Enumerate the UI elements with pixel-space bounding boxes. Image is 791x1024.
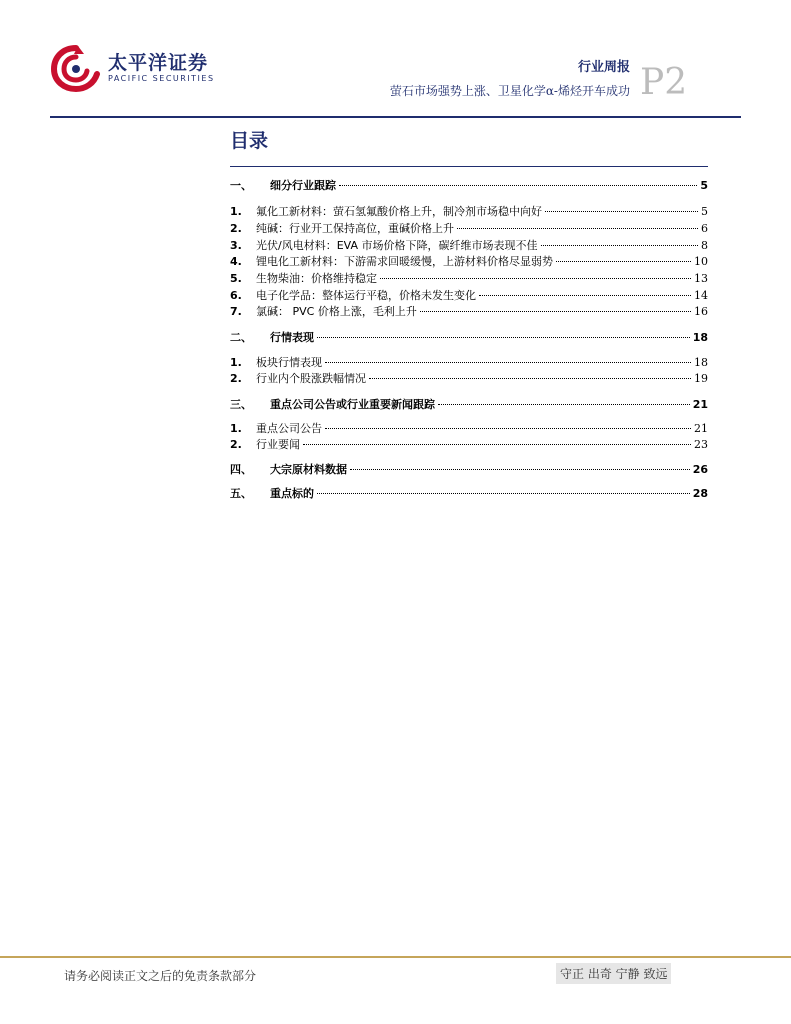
toc-entry-number: 7. (230, 305, 242, 318)
toc-section-entry[interactable] (230, 329, 708, 345)
toc-entry-number: 四、 (230, 463, 252, 476)
toc-entry-text: 重点标的 (270, 487, 314, 500)
header-divider (50, 116, 741, 118)
logo-chinese-name: 太平洋证券 (108, 52, 209, 74)
toc-subsection-entry[interactable] (230, 203, 708, 219)
toc-entry-text: 生物柴油：价格维持稳定 (256, 272, 377, 285)
toc-leader-dots (317, 493, 690, 494)
toc-entry-text: 大宗原材料数据 (270, 463, 347, 476)
toc-subsection-entry[interactable] (230, 420, 708, 436)
toc-subsection-entry[interactable] (230, 303, 708, 319)
toc-entry-page: 16 (694, 305, 708, 318)
footer-slogan: 守正 出奇 宁静 致远 (556, 963, 671, 984)
toc-entry-number: 4. (230, 255, 242, 268)
toc-leader-dots (303, 444, 691, 445)
toc-subsection-entry[interactable] (230, 253, 708, 269)
toc-entry-number: 5. (230, 272, 242, 285)
toc-title: 目录 (230, 130, 269, 152)
toc-entry-number: 三、 (230, 398, 252, 411)
footer-divider (0, 956, 791, 958)
company-logo (50, 44, 215, 92)
toc-subsection-entry[interactable] (230, 370, 708, 386)
toc-entry-page: 5 (701, 205, 708, 218)
toc-entry-page: 28 (692, 487, 708, 500)
toc-entry-number: 2. (230, 372, 242, 385)
toc-entry-text: 光伏/风电材料：EVA 市场价格下降，碳纤维市场表现不佳 (256, 239, 538, 252)
toc-subsection-entry[interactable] (230, 270, 708, 286)
toc-entry-page: 21 (694, 422, 708, 435)
toc-entry-number: 1. (230, 422, 242, 435)
toc-entry-text: 重点公司公告或行业重要新闻跟踪 (270, 398, 435, 411)
toc-leader-dots (545, 211, 698, 212)
toc-leader-dots (420, 311, 691, 312)
toc-section-entry[interactable] (230, 461, 708, 477)
toc-entry-text: 重点公司公告 (256, 422, 322, 435)
toc-entry-number: 2. (230, 438, 242, 451)
toc-entry-page: 5 (700, 179, 708, 192)
toc-leader-dots (541, 245, 699, 246)
toc-leader-dots (438, 404, 690, 405)
toc-entry-text: 行情表现 (270, 331, 314, 344)
toc-entry-page: 19 (694, 372, 708, 385)
toc-entry-page: 18 (694, 356, 708, 369)
toc-leader-dots (317, 337, 690, 338)
toc-entry-page: 26 (692, 463, 708, 476)
toc-entry-text: 纯碱：行业开工保持高位，重碱价格上升 (256, 222, 454, 235)
toc-entry-page: 8 (701, 239, 708, 252)
toc-entry-text: 氟化工新材料：萤石氢氟酸价格上升，制冷剂市场稳中向好 (256, 205, 542, 218)
toc-entry-page: 14 (694, 289, 708, 302)
toc-subsection-entry[interactable] (230, 436, 708, 452)
toc-entry-text: 行业要闻 (256, 438, 300, 451)
toc-entry-number: 1. (230, 356, 242, 369)
toc-subsection-entry[interactable] (230, 287, 708, 303)
toc-leader-dots (325, 428, 691, 429)
footer-disclaimer: 请务必阅读正文之后的免责条款部分 (64, 969, 257, 983)
toc-section-entry[interactable] (230, 485, 708, 501)
toc-leader-dots (339, 185, 697, 186)
toc-entry-page: 18 (692, 331, 708, 344)
toc-entry-text: 锂电化工新材料：下游需求回暖缓慢，上游材料价格尽显弱势 (256, 255, 553, 268)
toc-leader-dots (556, 261, 691, 262)
toc-entry-number: 2. (230, 222, 242, 235)
report-title: 萤石市场强势上涨、卫星化学α-烯烃开车成功 (389, 84, 630, 98)
toc-entry-page: 23 (694, 438, 708, 451)
toc-entry-number: 6. (230, 289, 242, 302)
toc-entry-text: 电子化学品：整体运行平稳，价格未发生变化 (256, 289, 476, 302)
toc-entry-number: 五、 (230, 487, 252, 500)
toc-entry-number: 3. (230, 239, 242, 252)
toc-section-entry[interactable] (230, 177, 708, 193)
toc-entry-page: 13 (694, 272, 708, 285)
toc-entry-text: 氯碱： PVC 价格上涨，毛利上升 (256, 305, 417, 318)
toc-entry-text: 细分行业跟踪 (270, 179, 336, 192)
toc-leader-dots (325, 362, 691, 363)
toc-subsection-entry[interactable] (230, 354, 708, 370)
toc-entry-number: 1. (230, 205, 242, 218)
toc-entry-page: 6 (701, 222, 708, 235)
toc-leader-dots (350, 469, 690, 470)
toc-subsection-entry[interactable] (230, 220, 708, 236)
toc-subsection-entry[interactable] (230, 237, 708, 253)
toc-section-entry[interactable] (230, 396, 708, 412)
toc-entry-text: 行业内个股涨跌幅情况 (256, 372, 366, 385)
report-type: 行业周报 (577, 60, 630, 75)
pacific-securities-logo-icon (50, 44, 102, 92)
logo-english-name: PACIFIC SECURITIES (108, 74, 215, 83)
toc-leader-dots (369, 378, 691, 379)
toc-entry-number: 二、 (230, 331, 252, 344)
toc-entry-page: 10 (694, 255, 708, 268)
toc-title-underline (230, 166, 708, 167)
page-number: P2 (640, 62, 688, 103)
toc-entry-page: 21 (692, 398, 708, 411)
toc-leader-dots (479, 295, 691, 296)
toc-entry-text: 板块行情表现 (256, 356, 322, 369)
toc-leader-dots (380, 278, 691, 279)
toc-entry-number: 一、 (230, 179, 252, 192)
toc-leader-dots (457, 228, 698, 229)
